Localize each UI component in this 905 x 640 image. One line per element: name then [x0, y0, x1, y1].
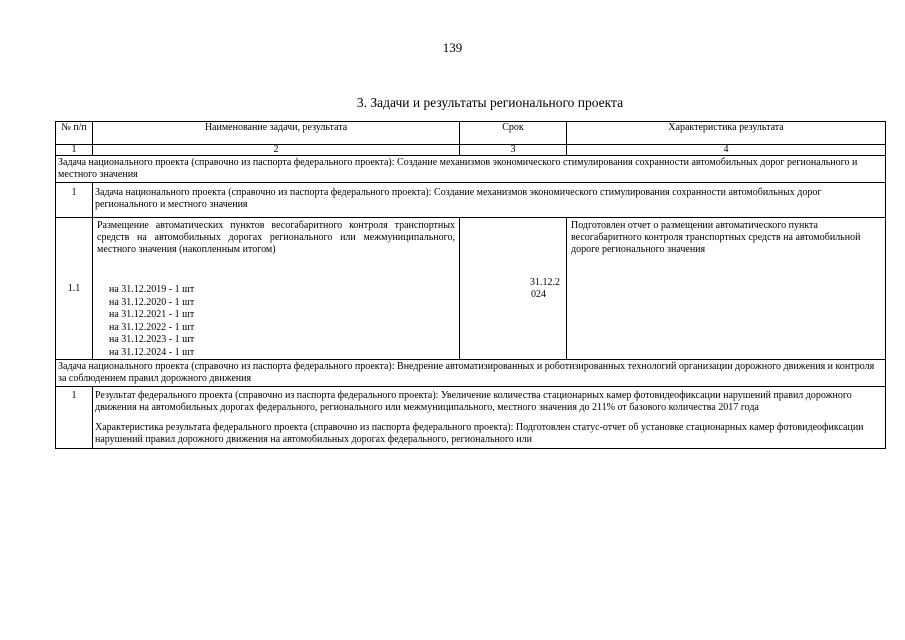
result-characteristic: Подготовлен отчет о размещении автоматического пункта весогабаритного контроля транспортных средств на автомобильной дороге регионального значения [567, 218, 886, 360]
table-header-row [56, 122, 886, 145]
row-index: 1 [56, 183, 93, 218]
row-index: 1 [56, 387, 93, 449]
federal-result-characteristic: Характеристика результата федерального проекта (справочно из паспорта федерального проекта): Подготовлен статус-отчет об установке стационарных камер фотовидеофиксации нарушений правил дорожного движения на автомобильных дорогах федерального, регионального или [95, 422, 864, 445]
regional-task-1: Задача национального проекта (справочно из паспорта федерального проекта): Создание механизмов экономического стимулирования сохранности автомобильных дорог регионального и местного значения [93, 183, 886, 218]
national-task-2: Задача национального проекта (справочно из паспорта федерального проекта): Внедрение автоматизированных и роботизированных технологий организации дорожного движения и контроля за соблюдением правил дорожного движения [56, 360, 886, 387]
header-index: № п/п [56, 122, 93, 145]
page-number: 139 [442, 40, 463, 55]
column-number: 4 [567, 145, 886, 156]
result-name: Размещение автоматических пунктов весогабаритного контроля транспортных средств на автомобильных дорогах регионального или межмуниципального, местного значения (накопленным итогом) [97, 220, 455, 255]
column-number: 1 [56, 145, 93, 156]
result-row [56, 218, 886, 360]
federal-result-cell [93, 387, 886, 449]
list-item: на 31.12.2019 - 1 шт [109, 284, 195, 295]
federal-result-row [56, 387, 886, 449]
section-title: 3. Задачи и результаты регионального проекта [356, 95, 624, 110]
deadline-line-2: 024 [531, 288, 546, 300]
header-characteristic: Характеристика результата [567, 122, 886, 145]
list-item: на 31.12.2020 - 1 шт [109, 296, 195, 308]
national-task-row [56, 156, 886, 183]
results-table [55, 121, 886, 449]
column-number: 3 [460, 145, 567, 156]
list-item: на 31.12.2021 - 1 шт [109, 309, 195, 320]
schedule-list [97, 284, 455, 359]
deadline-cell [460, 218, 567, 360]
header-deadline: Срок [460, 122, 567, 145]
header-name: Наименование задачи, результата [93, 122, 460, 145]
column-number: 2 [93, 145, 460, 156]
national-task-row [56, 360, 886, 387]
column-number-row [56, 145, 886, 156]
national-task-1: Задача национального проекта (справочно из паспорта федерального проекта): Создание механизмов экономического стимулирования сохранности автомобильных дорог регионального и местного значения [56, 156, 886, 183]
result-cell [93, 218, 460, 360]
list-item: на 31.12.2022 - 1 шт [109, 321, 195, 333]
federal-result: Результат федерального проекта (справочно из паспорта федерального проекта): Увеличение количества стационарных камер фотовидеофиксации нарушений правил дорожного движения на автомобильных дорогах федерального, регионального или межмуниципального, местного значения до 211% от базового количества 2017 года [95, 390, 852, 413]
deadline-line-1: 31.12.2 [530, 276, 560, 288]
task-row [56, 183, 886, 218]
list-item: на 31.12.2024 - 1 шт [109, 346, 195, 358]
row-index: 1.1 [56, 218, 93, 360]
list-item: на 31.12.2023 - 1 шт [109, 334, 195, 345]
